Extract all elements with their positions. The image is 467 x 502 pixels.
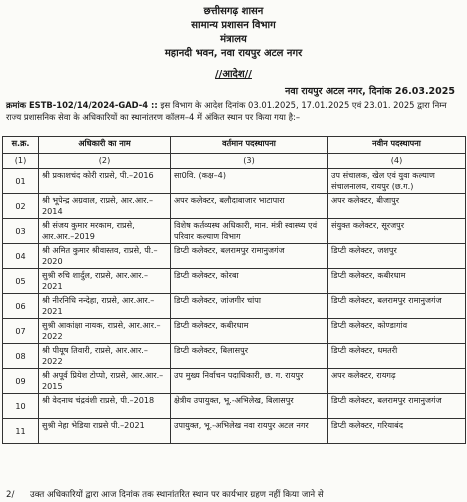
cell-new-posting: उप संचालक, खेल एवं युवा कल्याण संचालनालय, रायपुर (छ.ग.) (328, 169, 466, 194)
cell-current-posting: क्षेत्रीय उपायुक्त, भू.-अभिलेख, बिलासपुर (171, 394, 328, 419)
cell-new-posting: डिप्टी कलेक्टर, कबीरधाम (328, 269, 466, 294)
transfer-table (2, 136, 466, 444)
cell-current-posting: डिप्टी कलेक्टर, बलरामपुर रामानुजगंज (171, 244, 328, 269)
cell-officer-name: श्री नीरनिधि नन्देहा, राप्रसे, आर.आर.–2021 (39, 294, 171, 319)
cell-current-posting: उपायुक्त, भू.-अभिलेख नवा रायपुर अटल नगर (171, 419, 328, 444)
cell-officer-name: सुश्री रुचि शार्दुल, राप्रसे, आर.आर.–2021 (39, 269, 171, 294)
order-intro-text: इस विभाग के आदेश दिनांक 03.01.2025, 17.01.2025 एवं 23.01. 2025 द्वारा निम्न राज्य प्रशासनिक सेवा के अधिकारियों का स्थानांतरण कॉलम–4 में अंकित स्थान पर किया गया है:– (6, 100, 447, 122)
cell-new-posting: डिप्टी कलेक्टर, गरियाबंद (328, 419, 466, 444)
footer-number: 2/ (6, 490, 15, 500)
cell-serial: 10 (3, 394, 39, 419)
cell-new-posting: संयुक्त कलेक्टर, सूरजपुर (328, 219, 466, 244)
cell-current-posting: सा0वि. (कक्ष–4) (171, 169, 328, 194)
cell-new-posting: अपर कलेक्टर, रायगढ़ (328, 369, 466, 394)
col-number: (4) (328, 154, 466, 169)
cell-serial: 04 (3, 244, 39, 269)
cell-officer-name: श्री प्रकाशचंद कोरी राप्रसे, पी.–2016 (39, 169, 171, 194)
table-row (3, 369, 466, 394)
col-number: (3) (171, 154, 328, 169)
table-row (3, 419, 466, 444)
order-title: //आदेश// (215, 69, 252, 80)
cell-serial: 03 (3, 219, 39, 244)
cell-officer-name: श्री पीयूष तिवारी, राप्रसे, आर.आर.–2022 (39, 344, 171, 369)
header-department: सामान्य प्रशासन विभाग (191, 20, 276, 31)
cell-officer-name: सुश्री नेहा भेडिया राप्रसे पी.–2021 (39, 419, 171, 444)
col-number: (2) (39, 154, 171, 169)
order-intro (6, 99, 458, 123)
cell-officer-name: श्री भूपेन्द्र अग्रवाल, राप्रसे, आर.आर.–2014 (39, 194, 171, 219)
table-row (3, 244, 466, 269)
header-ministry: मंत्रालय (220, 34, 247, 45)
col-header-new: नवीन पदस्थापना (328, 137, 466, 154)
cell-current-posting: डिप्टी कलेक्टर, कोरबा (171, 269, 328, 294)
order-date: नवा रायपुर अटल नगर, दिनांक 26.03.2025 (285, 86, 455, 97)
col-number: (1) (3, 154, 39, 169)
cell-new-posting: डिप्टी कलेक्टर, बलरामपुर रामानुजगंज (328, 394, 466, 419)
cell-officer-name: श्री अमित कुमार श्रीवास्तव, राप्रसे, पी.–2020 (39, 244, 171, 269)
column-number-row (3, 154, 466, 169)
cell-current-posting: विशेष कर्तव्यस्थ अधिकारी, मान. मंत्री स्वास्थ्य एवं परिवार कल्याण विभाग (171, 219, 328, 244)
table-header-row (3, 137, 466, 154)
cell-current-posting: डिप्टी कलेक्टर, कबीरधाम (171, 319, 328, 344)
cell-new-posting: अपर कलेक्टर, बीजापुर (328, 194, 466, 219)
table-row (3, 219, 466, 244)
cell-current-posting: डिप्टी कलेक्टर, जांजगीर चांपा (171, 294, 328, 319)
cell-serial: 06 (3, 294, 39, 319)
table-row (3, 269, 466, 294)
header-address: महानदी भवन, नवा रायपुर अटल नगर (164, 48, 303, 59)
order-number: क्रमांक ESTB-102/14/2024-GAD-4 :: (6, 100, 158, 110)
cell-new-posting: डिप्टी कलेक्टर, जशपुर (328, 244, 466, 269)
cell-current-posting: अपर कलेक्टर, बलौदाबाजार भाटापारा (171, 194, 328, 219)
col-header-sn: स.क्र. (3, 137, 39, 154)
table-row (3, 344, 466, 369)
cell-new-posting: डिप्टी कलेक्टर, कोण्डागांव (328, 319, 466, 344)
cell-current-posting: उप मुख्य निर्वाचन पदाधिकारी, छ. ग. रायपुर (171, 369, 328, 394)
cell-officer-name: श्री वेदनाथ चंद्रवंशी राप्रसे, पी.–2018 (39, 394, 171, 419)
table-row (3, 194, 466, 219)
table-row (3, 394, 466, 419)
footer-text: उक्त अधिकारियों द्वारा आज दिनांक तक स्थानांतरित स्थान पर कार्यभार ग्रहण नहीं किया जाने से (30, 490, 324, 500)
cell-serial: 11 (3, 419, 39, 444)
cell-serial: 01 (3, 169, 39, 194)
header-state: छत्तीसगढ़ शासन (203, 6, 264, 17)
col-header-current: वर्तमान पदस्थापना (171, 137, 328, 154)
cell-new-posting: डिप्टी कलेक्टर, धमतरी (328, 344, 466, 369)
cell-officer-name: श्री संजय कुमार मरकाम, राप्रसे, आर.आर.–2019 (39, 219, 171, 244)
table-row (3, 294, 466, 319)
footer-paragraph (6, 488, 464, 500)
cell-serial: 05 (3, 269, 39, 294)
cell-officer-name: श्री अपूर्व प्रियेश टोप्पो, राप्रसे, आर.आर.–2015 (39, 369, 171, 394)
cell-serial: 09 (3, 369, 39, 394)
cell-officer-name: सुश्री आकांक्षा नायक, राप्रसे, आर.आर.–2022 (39, 319, 171, 344)
cell-current-posting: डिप्टी कलेक्टर, बिलासपुर (171, 344, 328, 369)
cell-serial: 02 (3, 194, 39, 219)
cell-serial: 07 (3, 319, 39, 344)
cell-serial: 08 (3, 344, 39, 369)
col-header-name: अधिकारी का नाम (39, 137, 171, 154)
table-row (3, 319, 466, 344)
table-row (3, 169, 466, 194)
cell-new-posting: डिप्टी कलेक्टर, बलरामपुर रामानुजगंज (328, 294, 466, 319)
